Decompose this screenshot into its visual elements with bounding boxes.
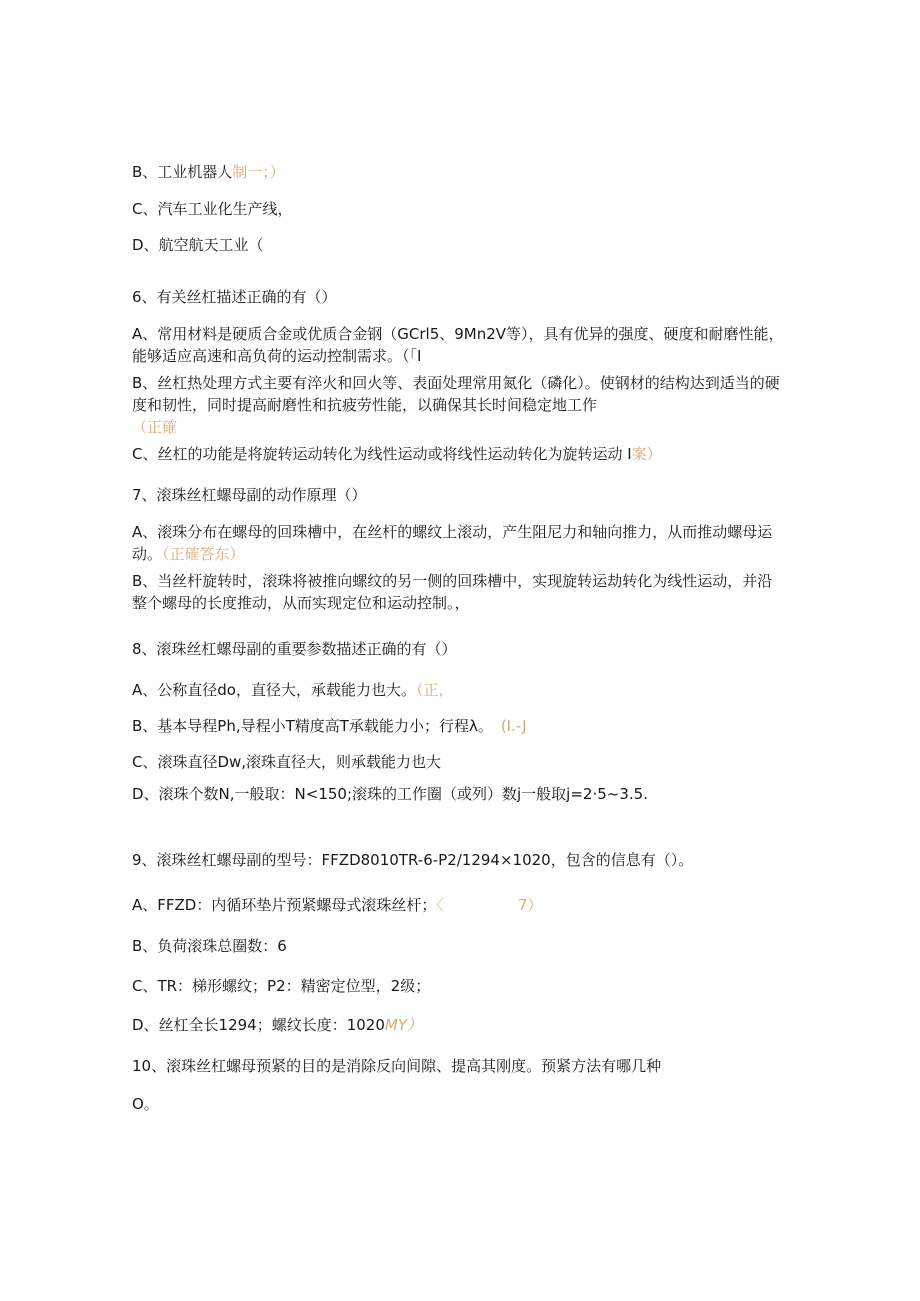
- question-9-option-c: C、TR：梯形螺纹；P2：精密定位型，2级；: [132, 977, 431, 995]
- answer-mark: 7）: [517, 896, 543, 914]
- question-9-option-a: [132, 894, 542, 916]
- question-6: 6、有关丝杠描述正确的有（）: [132, 288, 337, 306]
- question-6-option-a: A、常用材料是硬质合金或优质合金钢（GCrl5、9Mn2V等），具有优异的强度、硬度和耐磨性能，能够适应高速和高负荷的运动控制需求。（「I: [132, 325, 784, 365]
- question-7-option-a: [132, 521, 787, 565]
- question-8-option-a: [132, 679, 453, 701]
- option-b-robot: [132, 161, 285, 183]
- question-10: 10、滚珠丝杠螺母预紧的目的是消除反向间隙、提高其刚度。预紧方法有哪几种: [132, 1057, 662, 1075]
- option-text: A、公称直径do，直径大，承载能力也大。: [132, 681, 416, 699]
- question-8-option-d: D、滚珠个数N,一般取：N<150;滚珠的工作圈（或列）数j一般取j=2·5~3.5.: [132, 785, 648, 803]
- answer-mark: （正確: [132, 418, 178, 436]
- question-6-option-c: [132, 443, 662, 465]
- question-9-option-d: [132, 1014, 422, 1036]
- option-text: B、基本导程Ph,导程小T精度高T承载能力小；行程λ。: [132, 717, 493, 735]
- option-text: D、丝杠全长1294；螺纹长度：1020: [132, 1016, 385, 1034]
- answer-mark: 案）: [631, 445, 662, 463]
- question-6-option-b: [132, 372, 787, 438]
- option-text: A、滚珠分布在螺母的回珠槽中，在丝杆的螺纹上滚动，产生阻尼力和轴向推力，从而推动螺母运动。: [132, 523, 773, 563]
- question-7-option-b: B、当丝杆旋转时，滚珠将被推向螺纹的另一侧的回珠槽中，实现旋转运劫转化为线性运动，并沿整个螺母的长度推动，从而实现定位和运动控制。，: [132, 572, 773, 612]
- question-8-option-b: [132, 715, 527, 737]
- option-text: B、工业机器人: [132, 163, 233, 181]
- option-text: B、丝杠热处理方式主要有淬火和回火等、表面处理常用氮化（磷化）。使钢材的结构达到适当的硬度和韧性，同时提高耐磨性和抗疲劳性能，以确保其长时间稳定地工作: [132, 374, 780, 414]
- question-10-tail: O。: [132, 1095, 159, 1113]
- answer-mark: MY）: [384, 1016, 423, 1034]
- option-d-aero: D、航空航天工业（: [132, 236, 264, 254]
- option-text: C、丝杠的功能是将旋转运动转化为线性运动或将线性运动转化为旋转运动 I: [132, 445, 632, 463]
- question-9-option-b: B、负荷滚珠总圈数：6: [132, 937, 287, 955]
- question-7: 7、滚珠丝杠螺母副的动作原理（）: [132, 486, 367, 504]
- answer-mark: （正，: [415, 681, 454, 699]
- answer-mark: 〈: [436, 896, 444, 914]
- answer-mark: 制一；）: [232, 163, 285, 181]
- question-8: 8、滚珠丝杠螺母副的重要参数描述正确的有（）: [132, 640, 457, 658]
- answer-mark: (I.-J: [500, 717, 527, 735]
- question-8-option-c: C、滚珠直径Dw,滚珠直径大，则承载能力也大: [132, 753, 442, 771]
- option-text: A、FFZD：内循环垫片预紧螺母式滚珠丝杆；: [132, 896, 437, 914]
- question-9: 9、滚珠丝杠螺母副的型号：FFZD8010TR-6-P2/1294×1020，包含的信息有（）。: [132, 851, 694, 869]
- option-c-auto: C、汽车工业化生产线，: [132, 200, 293, 218]
- answer-mark: （正確答东）: [162, 545, 245, 563]
